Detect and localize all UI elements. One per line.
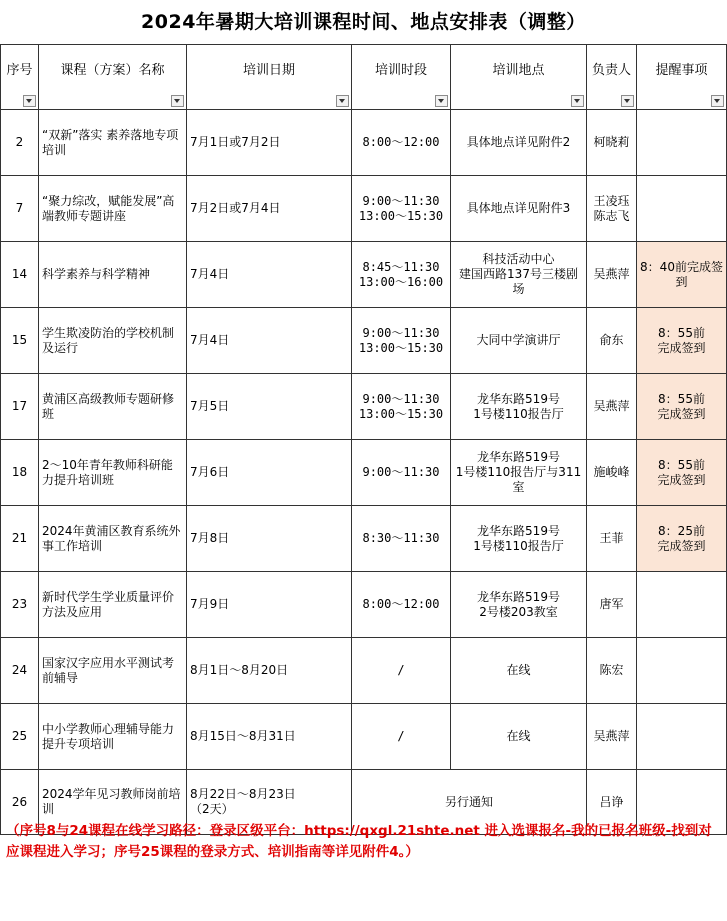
header-cell-no <box>1 45 39 110</box>
cell-no: 24 <box>1 638 39 704</box>
cell-date: 7月5日 <box>187 374 352 440</box>
header-cell-time <box>352 45 451 110</box>
header-cell-note <box>637 45 727 110</box>
header-cell-place <box>451 45 587 110</box>
page-title: 2024年暑期大培训课程时间、地点安排表（调整） <box>141 11 586 33</box>
filter-dropdown-icon[interactable] <box>571 95 584 107</box>
cell-owner: 王菲 <box>587 506 637 572</box>
cell-no: 21 <box>1 506 39 572</box>
cell-note: 8：55前 完成签到 <box>637 374 727 440</box>
cell-no: 14 <box>1 242 39 308</box>
cell-date: 7月4日 <box>187 308 352 374</box>
cell-time: 9:00～11:30 13:00～15:30 <box>352 176 451 242</box>
cell-course-name: 2024学年见习教师岗前培训 <box>39 770 187 835</box>
cell-course-name: 新时代学生学业质量评价方法及应用 <box>39 572 187 638</box>
cell-place: 龙华东路519号 1号楼110报告厅 <box>451 506 587 572</box>
cell-place: 具体地点详见附件2 <box>451 110 587 176</box>
cell-note <box>637 110 727 176</box>
cell-place: 科技活动中心 建国西路137号三楼剧场 <box>451 242 587 308</box>
filter-dropdown-icon[interactable] <box>621 95 634 107</box>
cell-course-name: 中小学教师心理辅导能力提升专项培训 <box>39 704 187 770</box>
cell-note: 8：55前 完成签到 <box>637 440 727 506</box>
cell-time: 8:00～12:00 <box>352 110 451 176</box>
cell-date: 8月1日～8月20日 <box>187 638 352 704</box>
header-label: 序号 <box>6 63 33 78</box>
cell-note: 8：55前 完成签到 <box>637 308 727 374</box>
cell-note <box>637 176 727 242</box>
header-cell-date <box>187 45 352 110</box>
cell-date: 7月9日 <box>187 572 352 638</box>
cell-owner: 柯晓莉 <box>587 110 637 176</box>
table-row <box>1 506 727 572</box>
cell-course-name: 科学素养与科学精神 <box>39 242 187 308</box>
cell-place: 在线 <box>451 704 587 770</box>
filter-dropdown-icon[interactable] <box>336 95 349 107</box>
cell-course-name: 学生欺凌防治的学校机制及运行 <box>39 308 187 374</box>
cell-time: 8:30～11:30 <box>352 506 451 572</box>
header-label: 培训时段 <box>374 63 427 78</box>
filter-dropdown-icon[interactable] <box>711 95 724 107</box>
cell-no: 7 <box>1 176 39 242</box>
cell-no: 15 <box>1 308 39 374</box>
cell-time: 9:00～11:30 13:00～15:30 <box>352 374 451 440</box>
cell-note: 8：40前完成签到 <box>637 242 727 308</box>
table-row <box>1 638 727 704</box>
cell-owner: 王凌珏 陈志飞 <box>587 176 637 242</box>
cell-time: 9:00～11:30 <box>352 440 451 506</box>
header-cell-owner <box>587 45 637 110</box>
table-row <box>1 308 727 374</box>
cell-no: 25 <box>1 704 39 770</box>
cell-time: 8:00～12:00 <box>352 572 451 638</box>
header-label: 负责人 <box>591 63 631 78</box>
cell-owner: 吴燕萍 <box>587 704 637 770</box>
cell-no: 17 <box>1 374 39 440</box>
cell-date: 8月22日～8月23日 （2天） <box>187 770 352 835</box>
table-row <box>1 572 727 638</box>
cell-date: 7月6日 <box>187 440 352 506</box>
cell-date: 7月8日 <box>187 506 352 572</box>
table-row <box>1 440 727 506</box>
cell-date: 7月1日或7月2日 <box>187 110 352 176</box>
cell-time: / <box>352 704 451 770</box>
schedule-table <box>0 44 727 835</box>
header-label: 课程（方案）名称 <box>60 63 165 78</box>
cell-date: 7月2日或7月4日 <box>187 176 352 242</box>
header-label: 提醒事项 <box>655 63 708 78</box>
cell-owner: 唐军 <box>587 572 637 638</box>
table-row <box>1 374 727 440</box>
cell-place: 龙华东路519号 1号楼110报告厅 <box>451 374 587 440</box>
cell-course-name: 2～10年青年教师科研能力提升培训班 <box>39 440 187 506</box>
table-row <box>1 242 727 308</box>
cell-time: 8:45～11:30 13:00～16:00 <box>352 242 451 308</box>
cell-place: 在线 <box>451 638 587 704</box>
cell-note <box>637 572 727 638</box>
cell-course-name: “聚力综改，赋能发展”高端教师专题讲座 <box>39 176 187 242</box>
header-label: 培训日期 <box>242 63 295 78</box>
header-row <box>1 45 727 110</box>
filter-dropdown-icon[interactable] <box>171 95 184 107</box>
cell-place: 龙华东路519号 2号楼203教室 <box>451 572 587 638</box>
cell-place: 龙华东路519号 1号楼110报告厅与311室 <box>451 440 587 506</box>
header-cell-name <box>39 45 187 110</box>
footnote: （序号8与24课程在线学习路径：登录区级平台：https://qxgl.21shte.net 进入选课报名-我的已报名班级-找到对应课程进入学习；序号25课程的登录方式、培训指南等详见附件4。） <box>6 823 712 860</box>
table-row <box>1 110 727 176</box>
cell-no: 2 <box>1 110 39 176</box>
cell-owner: 陈宏 <box>587 638 637 704</box>
cell-course-name: 2024年黄浦区教育系统外事工作培训 <box>39 506 187 572</box>
cell-place: 大同中学演讲厅 <box>451 308 587 374</box>
cell-date: 7月4日 <box>187 242 352 308</box>
cell-owner: 吴燕萍 <box>587 242 637 308</box>
cell-note <box>637 704 727 770</box>
cell-time: / <box>352 638 451 704</box>
cell-owner: 吕诤 <box>587 770 637 835</box>
cell-note <box>637 638 727 704</box>
table-row <box>1 176 727 242</box>
cell-course-name: “双新”落实 素养落地专项培训 <box>39 110 187 176</box>
cell-course-name: 黄浦区高级教师专题研修班 <box>39 374 187 440</box>
cell-date: 8月15日～8月31日 <box>187 704 352 770</box>
cell-owner: 施峻峰 <box>587 440 637 506</box>
header-label: 培训地点 <box>492 63 545 78</box>
filter-dropdown-icon[interactable] <box>435 95 448 107</box>
cell-place: 具体地点详见附件3 <box>451 176 587 242</box>
cell-time-place: 另行通知 <box>352 770 587 835</box>
cell-no: 18 <box>1 440 39 506</box>
filter-dropdown-icon[interactable] <box>23 95 36 107</box>
cell-owner: 俞东 <box>587 308 637 374</box>
cell-no: 23 <box>1 572 39 638</box>
cell-owner: 吴燕萍 <box>587 374 637 440</box>
cell-course-name: 国家汉字应用水平测试考前辅导 <box>39 638 187 704</box>
table-row <box>1 704 727 770</box>
cell-note: 8：25前 完成签到 <box>637 506 727 572</box>
cell-time: 9:00～11:30 13:00～15:30 <box>352 308 451 374</box>
cell-no: 26 <box>1 770 39 835</box>
